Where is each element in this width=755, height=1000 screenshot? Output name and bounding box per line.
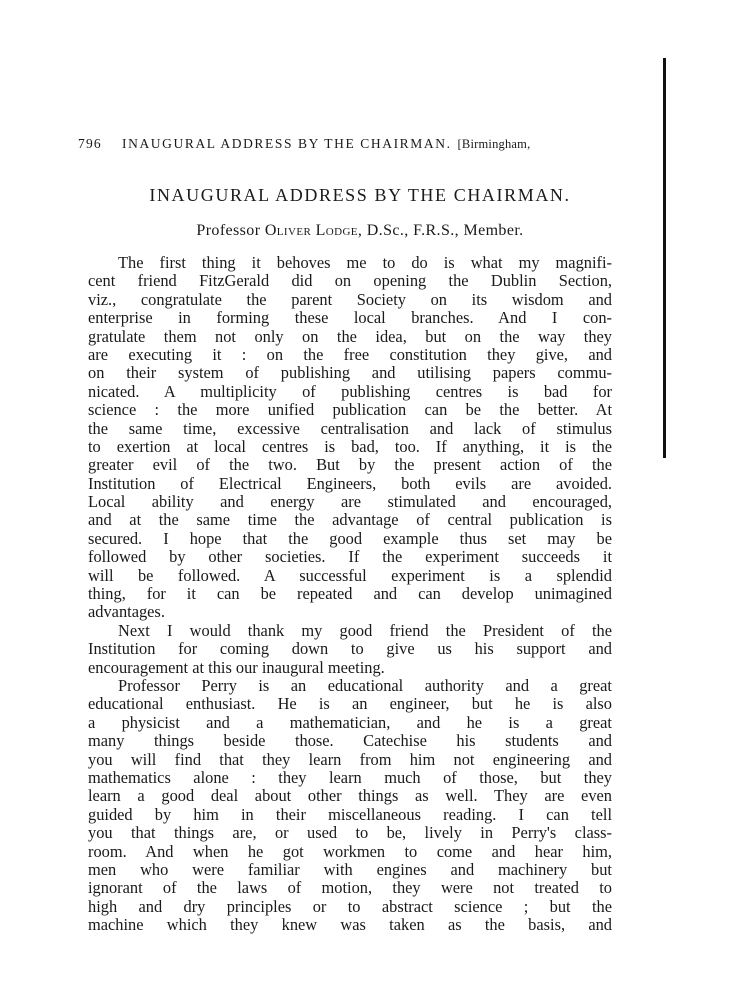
text-line: a physicist and a mathematician, and he is a great: [88, 712, 612, 732]
text-line: gratulate them not only on the idea, but on the way they: [88, 326, 612, 346]
text-line: you that things are, or used to be, lively in Perry's class-: [88, 823, 612, 843]
text-line: The first thing it behoves me to do is what my magnifi-: [118, 253, 612, 272]
text-line: nicated. A multiplicity of publishing centres is bad for: [88, 381, 612, 401]
text-line: guided by him in their miscellaneous reading. I can tell: [88, 804, 612, 824]
text-line: on their system of publishing and utilising papers commu-: [88, 363, 612, 383]
text-line: Local ability and energy are stimulated and encouraged,: [88, 492, 612, 512]
author-degrees: D.Sc., F.R.S., Member.: [366, 222, 524, 239]
text-line: enterprise in forming these local branches. And I con-: [88, 308, 612, 328]
text-line: thing, for it can be repeated and can develop unimagined: [88, 584, 612, 604]
text-line: you will find that they learn from him not engineering and: [88, 749, 612, 769]
text-line: to exertion at local centres is bad, too. If anything, it is the: [88, 436, 612, 456]
text-line: advantages.: [88, 602, 165, 622]
text-line: machine which they knew was taken as the basis, and: [88, 915, 612, 935]
text-line: viz., congratulate the parent Society on its wisdom and: [88, 289, 612, 309]
text-line: cent friend FitzGerald did on opening the Dublin Section,: [88, 271, 612, 291]
text-line: and at the same time the advantage of central publication is: [88, 510, 612, 530]
page-number: 796: [78, 136, 102, 151]
scan-edge-rule: [663, 58, 666, 458]
text-line: mathematics alone : they learn much of those, but they: [88, 767, 612, 787]
text-line: educational enthusiast. He is an engineer, but he is also: [88, 694, 612, 714]
text-line: encouragement at this our inaugural meeting.: [88, 657, 385, 677]
text-line: followed by other societies. If the experiment succeeds it: [88, 547, 612, 567]
text-line: Institution for coming down to give us his support and: [88, 639, 612, 659]
author-prefix: Professor: [196, 222, 261, 239]
author-line: [0, 222, 720, 240]
text-line: Professor Perry is an educational authority and a great: [118, 675, 612, 695]
text-line: ignorant of the laws of motion, they were not treated to: [88, 878, 612, 898]
text-line: high and dry principles or to abstract science ; but the: [88, 896, 612, 916]
text-line: the same time, excessive centralisation and lack of stimulus: [88, 418, 612, 438]
text-line: greater evil of the two. But by the present action of the: [88, 455, 612, 475]
body-text: [88, 254, 612, 934]
text-line: will be followed. A successful experiment is a splendid: [88, 565, 612, 585]
text-line: science : the more unified publication can be the better. At: [88, 400, 612, 420]
text-line: secured. I hope that the good example thus set may be: [88, 528, 612, 548]
text-line: Next I would thank my good friend the President of the: [118, 620, 612, 640]
text-line: Institution of Electrical Engineers, both evils are avoided.: [88, 473, 612, 493]
article-title: INAUGURAL ADDRESS BY THE CHAIRMAN.: [149, 185, 571, 205]
author-name: Oliver Lodge,: [264, 222, 363, 239]
running-header: [78, 136, 618, 152]
running-location: [Birmingham,: [457, 137, 531, 151]
text-line: room. And when he got workmen to come and hear him,: [88, 841, 612, 861]
text-line: are executing it : on the free constitution they give, and: [88, 344, 612, 364]
text-line: many things beside those. Catechise his students and: [88, 731, 612, 751]
text-line: learn a good deal about other things as well. They are even: [88, 786, 612, 806]
running-title: INAUGURAL ADDRESS BY THE CHAIRMAN.: [122, 136, 452, 151]
text-line: men who were familiar with engines and machinery but: [88, 859, 612, 879]
